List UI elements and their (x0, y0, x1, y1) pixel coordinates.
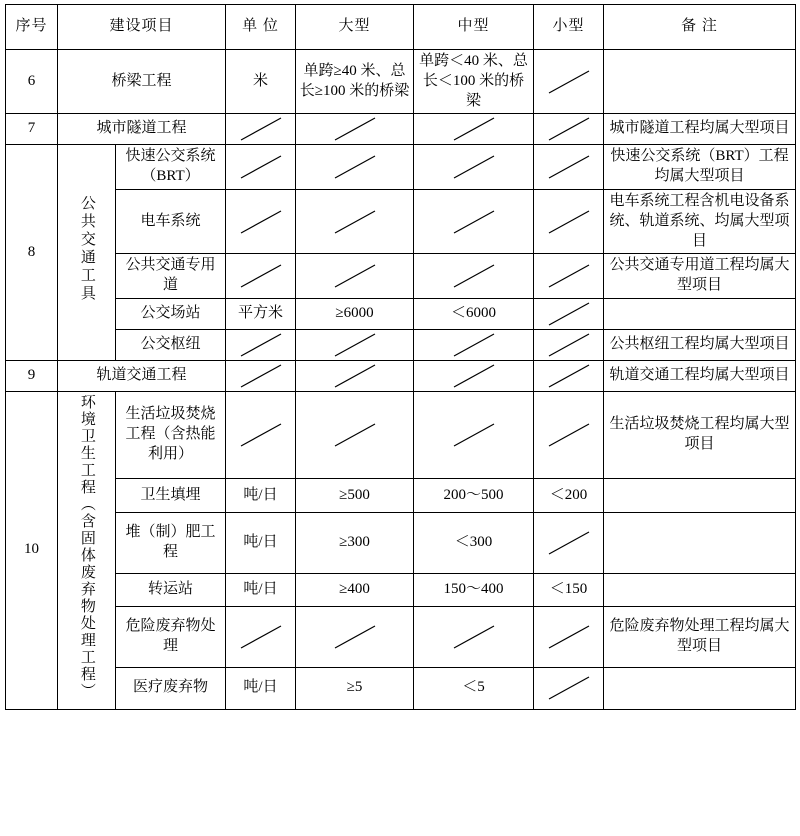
cell-medium: 单跨＜40 米、总长＜100 米的桥梁 (414, 50, 534, 114)
cell-project: 轨道交通工程 (58, 360, 226, 391)
diagonal-slash-icon (537, 209, 600, 235)
diagonal-slash-icon (537, 624, 600, 650)
construction-project-scale-table (5, 4, 796, 710)
cell-large (296, 145, 414, 190)
diagonal-slash-icon (299, 624, 410, 650)
cell-medium: 200～500 (414, 479, 534, 513)
table-row (6, 607, 796, 668)
diagonal-slash-icon (299, 154, 410, 180)
cell-remark: 危险废弃物处理工程均属大型项目 (604, 607, 796, 668)
cell-remark (604, 50, 796, 114)
cell-large (296, 254, 414, 299)
diagonal-slash-icon (417, 116, 530, 142)
cell-no: 7 (6, 114, 58, 145)
diagonal-slash-icon (417, 332, 530, 358)
cell-unit (226, 189, 296, 253)
cell-unit (226, 607, 296, 668)
diagonal-slash-icon (229, 624, 292, 650)
diagonal-slash-icon (537, 116, 600, 142)
diagonal-slash-icon (299, 363, 410, 389)
cell-large: 单跨≥40 米、总长≥100 米的桥梁 (296, 50, 414, 114)
diagonal-slash-icon (299, 332, 410, 358)
cell-remark: 电车系统工程含机电设备系统、轨道系统、均属大型项目 (604, 189, 796, 253)
cell-unit (226, 254, 296, 299)
cell-no: 10 (6, 391, 58, 709)
cell-large (296, 189, 414, 253)
cell-medium (414, 145, 534, 190)
diagonal-slash-icon (229, 209, 292, 235)
cell-unit: 吨/日 (226, 479, 296, 513)
cell-small (534, 254, 604, 299)
cell-group-label (58, 145, 116, 361)
cell-small (534, 145, 604, 190)
cell-no: 6 (6, 50, 58, 114)
diagonal-slash-icon (537, 675, 600, 701)
diagonal-slash-icon (417, 363, 530, 389)
cell-unit (226, 360, 296, 391)
cell-remark (604, 479, 796, 513)
table-row (6, 114, 796, 145)
diagonal-slash-icon (417, 624, 530, 650)
cell-unit (226, 329, 296, 360)
cell-small (534, 298, 604, 329)
cell-large: ≥400 (296, 573, 414, 607)
cell-project: 危险废弃物处理 (116, 607, 226, 668)
cell-remark: 公共枢纽工程均属大型项目 (604, 329, 796, 360)
cell-project: 卫生填埋 (116, 479, 226, 513)
header-cell-large: 大型 (296, 5, 414, 50)
diagonal-slash-icon (229, 332, 292, 358)
document-page (5, 4, 795, 710)
cell-project: 转运站 (116, 573, 226, 607)
cell-small (534, 360, 604, 391)
cell-remark (604, 573, 796, 607)
cell-unit: 吨/日 (226, 573, 296, 607)
cell-small (534, 50, 604, 114)
cell-unit (226, 391, 296, 478)
table-row (6, 360, 796, 391)
cell-unit: 吨/日 (226, 667, 296, 709)
diagonal-slash-icon (229, 116, 292, 142)
table-row (6, 50, 796, 114)
header-cell-medium: 中型 (414, 5, 534, 50)
header-cell-unit: 单 位 (226, 5, 296, 50)
cell-unit: 平方米 (226, 298, 296, 329)
cell-medium (414, 329, 534, 360)
cell-project: 生活垃圾焚烧工程（含热能利用） (116, 391, 226, 478)
cell-project: 城市隧道工程 (58, 114, 226, 145)
cell-remark (604, 512, 796, 573)
diagonal-slash-icon (299, 263, 410, 289)
cell-project: 公交场站 (116, 298, 226, 329)
cell-small (534, 667, 604, 709)
group-label-text: 环境卫生工程（含固体废弃物处理工程） (78, 393, 95, 700)
cell-medium (414, 607, 534, 668)
cell-project: 桥梁工程 (58, 50, 226, 114)
table-row (6, 329, 796, 360)
table-row (6, 189, 796, 253)
diagonal-slash-icon (537, 301, 600, 327)
cell-large: ≥5 (296, 667, 414, 709)
diagonal-slash-icon (417, 263, 530, 289)
cell-small (534, 189, 604, 253)
diagonal-slash-icon (537, 363, 600, 389)
cell-project: 公交枢纽 (116, 329, 226, 360)
diagonal-slash-icon (229, 363, 292, 389)
diagonal-slash-icon (417, 209, 530, 235)
cell-no: 8 (6, 145, 58, 361)
diagonal-slash-icon (537, 154, 600, 180)
table-header-row (6, 5, 796, 50)
diagonal-slash-icon (537, 422, 600, 448)
cell-medium (414, 114, 534, 145)
diagonal-slash-icon (537, 530, 600, 556)
cell-medium: ＜5 (414, 667, 534, 709)
cell-remark: 轨道交通工程均属大型项目 (604, 360, 796, 391)
cell-project: 堆（制）肥工程 (116, 512, 226, 573)
diagonal-slash-icon (299, 422, 410, 448)
header-cell-remark: 备 注 (604, 5, 796, 50)
cell-project: 电车系统 (116, 189, 226, 253)
table-row (6, 667, 796, 709)
cell-large (296, 607, 414, 668)
cell-small: ＜150 (534, 573, 604, 607)
diagonal-slash-icon (229, 154, 292, 180)
cell-small (534, 114, 604, 145)
cell-unit: 吨/日 (226, 512, 296, 573)
cell-small (534, 607, 604, 668)
diagonal-slash-icon (417, 154, 530, 180)
cell-project: 快速公交系统（BRT） (116, 145, 226, 190)
cell-large (296, 391, 414, 478)
diagonal-slash-icon (229, 422, 292, 448)
cell-project: 医疗废弃物 (116, 667, 226, 709)
cell-medium: 150～400 (414, 573, 534, 607)
diagonal-slash-icon (299, 209, 410, 235)
table-row (6, 512, 796, 573)
cell-large (296, 360, 414, 391)
table-row (6, 145, 796, 190)
cell-medium (414, 391, 534, 478)
cell-remark (604, 298, 796, 329)
diagonal-slash-icon (537, 69, 600, 95)
cell-project: 公共交通专用道 (116, 254, 226, 299)
cell-small (534, 329, 604, 360)
diagonal-slash-icon (537, 263, 600, 289)
cell-medium: ＜300 (414, 512, 534, 573)
table-row (6, 573, 796, 607)
cell-small: ＜200 (534, 479, 604, 513)
cell-large: ≥6000 (296, 298, 414, 329)
group-label-text: 公共交通工具 (78, 195, 95, 304)
diagonal-slash-icon (417, 422, 530, 448)
cell-large (296, 114, 414, 145)
cell-large: ≥300 (296, 512, 414, 573)
cell-unit: 米 (226, 50, 296, 114)
header-cell-small: 小型 (534, 5, 604, 50)
cell-remark (604, 667, 796, 709)
cell-remark: 快速公交系统（BRT）工程均属大型项目 (604, 145, 796, 190)
cell-medium (414, 254, 534, 299)
cell-large (296, 329, 414, 360)
cell-small (534, 391, 604, 478)
cell-remark: 公共交通专用道工程均属大型项目 (604, 254, 796, 299)
header-cell-no: 序号 (6, 5, 58, 50)
diagonal-slash-icon (299, 116, 410, 142)
table-row (6, 479, 796, 513)
diagonal-slash-icon (537, 332, 600, 358)
cell-medium: ＜6000 (414, 298, 534, 329)
cell-large: ≥500 (296, 479, 414, 513)
diagonal-slash-icon (229, 263, 292, 289)
table-row (6, 254, 796, 299)
cell-unit (226, 114, 296, 145)
header-cell-project: 建设项目 (58, 5, 226, 50)
cell-unit (226, 145, 296, 190)
cell-remark: 生活垃圾焚烧工程均属大型项目 (604, 391, 796, 478)
cell-medium (414, 189, 534, 253)
cell-medium (414, 360, 534, 391)
table-row (6, 391, 796, 478)
cell-no: 9 (6, 360, 58, 391)
table-row (6, 298, 796, 329)
cell-small (534, 512, 604, 573)
cell-remark: 城市隧道工程均属大型项目 (604, 114, 796, 145)
cell-group-label (58, 391, 116, 709)
